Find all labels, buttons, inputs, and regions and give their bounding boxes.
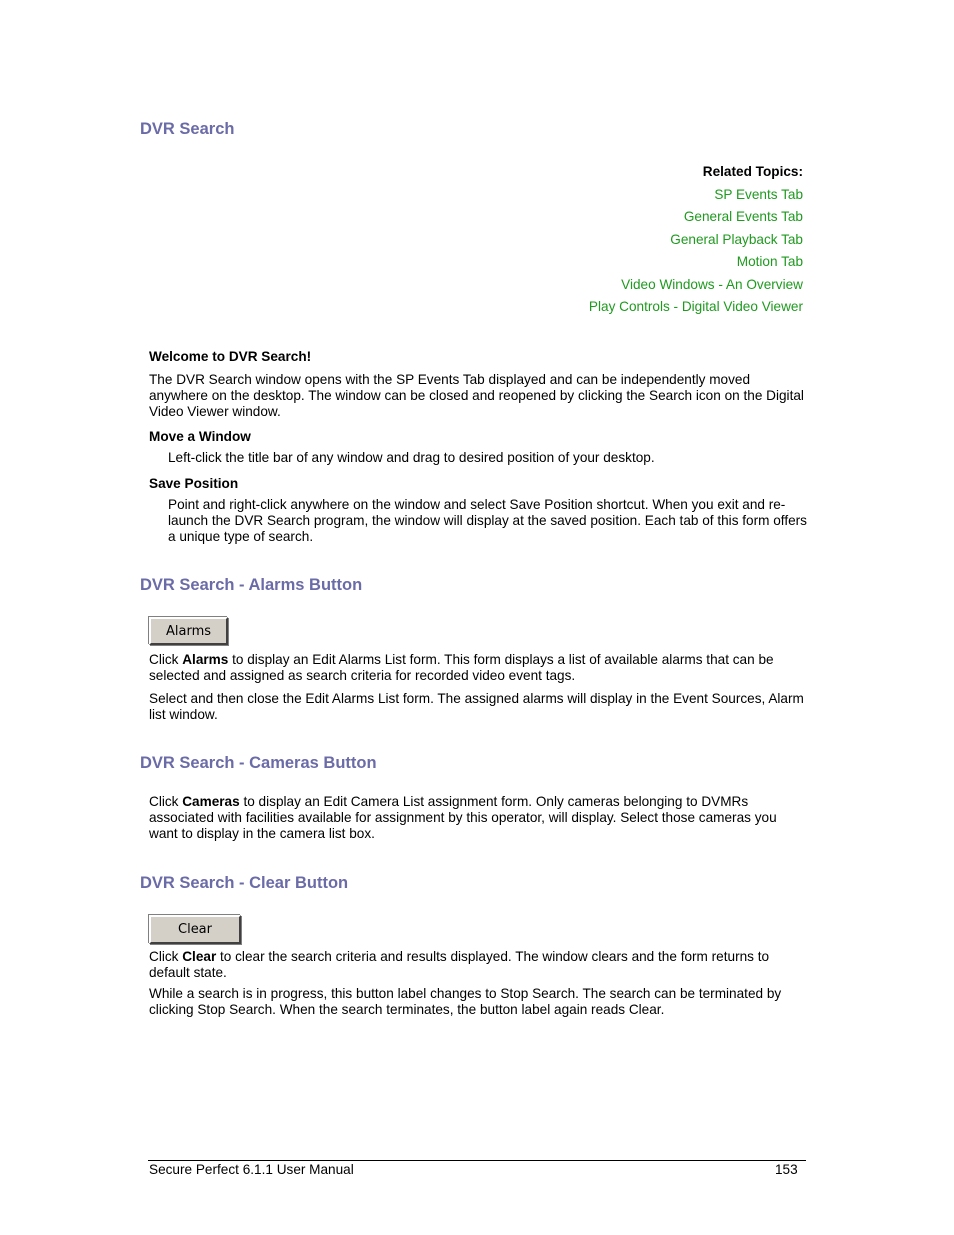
related-link-video-windows-overview[interactable]: Video Windows - An Overview: [621, 276, 803, 292]
related-topics-title: Related Topics:: [702, 164, 803, 179]
alarms-button[interactable]: Alarms: [149, 617, 228, 645]
move-window-text: Left-click the title bar of any window and drag to desired position of your desktop.: [168, 450, 655, 465]
footer-page-number: 153: [775, 1162, 798, 1177]
alarms-text-1: Click Alarms to display an Edit Alarms List form. This form displays a list of available alarms that can be selected and assigned as search criteria for recorded video event tags.: [149, 652, 774, 684]
clear-button[interactable]: Clear: [149, 915, 241, 944]
related-link-general-events-tab[interactable]: General Events Tab: [683, 209, 803, 224]
alarms-text-2: Select and then close the Edit Alarms List form. The assigned alarms will display in the Event Sources, Alarm list window.: [149, 691, 804, 723]
section-heading-cameras: DVR Search - Cameras Button: [140, 754, 377, 772]
related-link-sp-events-tab[interactable]: SP Events Tab: [714, 186, 803, 202]
move-window-title: Move a Window: [149, 429, 251, 444]
cameras-text: Click Cameras to display an Edit Camera List assignment form. Only cameras belonging to DVMRs associated with facilities available for assignment by this operator, will display. Select those cameras you want to display in the camera list box.: [149, 794, 777, 842]
clear-text-1: Click Clear to clear the search criteria and results displayed. The window clears and the form returns to default state.: [149, 949, 770, 981]
save-position-title: Save Position: [149, 476, 239, 491]
section-heading-dvr-search: DVR Search: [140, 120, 235, 138]
save-position-text: Point and right-click anywhere on the window and select Save Position shortcut. When you exit and re-launch the DVR Search program, the window will display at the saved position. Each tab of this form offers a unique type of search.: [168, 497, 807, 545]
welcome-title: Welcome to DVR Search!: [149, 349, 312, 364]
section-heading-clear: DVR Search - Clear Button: [140, 874, 349, 892]
footer-manual-title: Secure Perfect 6.1.1 User Manual: [149, 1162, 354, 1177]
footer-divider: [148, 1160, 806, 1161]
related-link-general-playback-tab[interactable]: General Playback Tab: [670, 231, 803, 247]
related-link-motion-tab[interactable]: Motion Tab: [736, 254, 803, 269]
related-link-play-controls[interactable]: Play Controls - Digital Video Viewer: [588, 299, 803, 314]
clear-text-2: While a search is in progress, this button label changes to Stop Search. The search can be terminated by clicking Stop Search. When the search terminates, the button label again reads Clear.: [149, 986, 782, 1018]
section-heading-alarms: DVR Search - Alarms Button: [140, 576, 363, 594]
related-topics: [589, 161, 803, 319]
welcome-text: The DVR Search window opens with the SP Events Tab displayed and can be independently moved anywhere on the desktop. The window can be closed and reopened by clicking the Search icon on the Digital Video Viewer window.: [149, 372, 804, 420]
